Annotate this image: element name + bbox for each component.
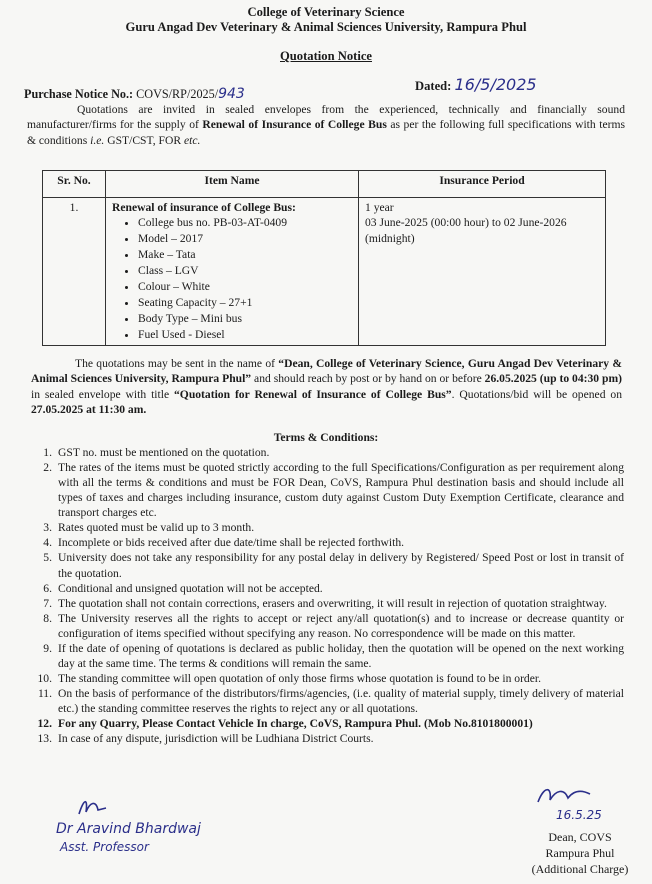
term-text: University does not take any responsibility for any postal delay in delivery by Registered/ Speed Post or lost in transit of the quotation. bbox=[58, 551, 624, 580]
term-number: 12. bbox=[37, 717, 52, 731]
list-item bbox=[24, 535, 624, 550]
term-text: The rates of the items must be quoted strictly according to the full Specifications/Configuration as per requirement along with all the terms & conditions and must be FOR Dean, CoVS, Rampura Phul destination basis and should include all types of taxes and charges including insurance, custom duty against Custom Duty Exemption Certificate, clearance and transport charges etc. bbox=[58, 461, 624, 520]
dean-charge: (Additional Charge) bbox=[531, 862, 629, 876]
header-insurance-period: Insurance Period bbox=[359, 171, 606, 198]
notice-date bbox=[415, 74, 537, 95]
intro-text-tail: as per the following full specifications with terms & conditions bbox=[27, 118, 625, 147]
table-row bbox=[43, 198, 606, 346]
submission-paragraph bbox=[31, 356, 622, 417]
submission-text-a: The quotations may be sent in the name of bbox=[75, 357, 279, 370]
term-number: 6. bbox=[43, 581, 52, 595]
term-text: The standing committee will open quotation of only those firms whose quotation is found to be in order. bbox=[58, 671, 541, 685]
term-text: In case of any dispute, jurisdiction will be Ludhiana District Courts. bbox=[58, 732, 374, 746]
signature-scribble-icon bbox=[76, 796, 110, 818]
list-item: • College bus no. PB-03-AT-0409 bbox=[138, 215, 352, 231]
intro-text-tail2: GST/CST, FOR bbox=[104, 133, 184, 147]
list-item bbox=[24, 611, 624, 641]
opening-date: 27.05.2025 at 11:30 am. bbox=[31, 402, 147, 416]
list-item bbox=[24, 731, 624, 746]
dated-handwritten: 16/5/2025 bbox=[454, 75, 537, 94]
intro-paragraph bbox=[27, 102, 625, 148]
list-item: • Seating Capacity – 27+1 bbox=[138, 295, 352, 311]
list-item bbox=[24, 445, 624, 460]
list-item: • Fuel Used - Diesel bbox=[138, 327, 352, 343]
list-item: • Model – 2017 bbox=[138, 231, 352, 247]
left-signatory-title: Asst. Professor bbox=[60, 840, 149, 854]
term-number: 5. bbox=[43, 551, 52, 565]
list-item bbox=[24, 716, 624, 731]
term-number: 9. bbox=[43, 641, 52, 655]
notice-title bbox=[0, 48, 652, 65]
period-dates: 03 June-2025 (00:00 hour) to 02 June-2026 (midnight) bbox=[365, 216, 567, 245]
item-spec-list bbox=[112, 215, 352, 343]
submission-text-g: . Quotations/bid will be opened on bbox=[451, 387, 622, 401]
purchase-notice-label: Purchase Notice No.: bbox=[24, 87, 134, 101]
list-item bbox=[24, 520, 624, 535]
table-header-row bbox=[43, 171, 606, 198]
intro-italic2: etc. bbox=[183, 133, 201, 147]
header-item-name: Item Name bbox=[106, 171, 359, 198]
term-text: Rates quoted must be valid up to 3 month. bbox=[58, 521, 255, 535]
terms-title: Terms & Conditions: bbox=[273, 431, 379, 444]
list-item: • Make – Tata bbox=[138, 247, 352, 263]
term-text: Conditional and unsigned quotation will not be accepted. bbox=[58, 581, 323, 595]
term-text: For any Quarry, Please Contact Vehicle In charge, CoVS, Rampura Phul. (Mob No.8101800001) bbox=[58, 717, 533, 731]
purchase-notice-handwritten: 943 bbox=[218, 86, 245, 102]
purchase-notice-number bbox=[24, 85, 245, 103]
list-item bbox=[24, 460, 624, 520]
terms-list bbox=[24, 445, 624, 746]
signature-date: 16.5.25 bbox=[556, 808, 602, 822]
term-number: 2. bbox=[43, 461, 52, 475]
row-period bbox=[359, 198, 606, 346]
list-item bbox=[24, 686, 624, 716]
term-number: 7. bbox=[43, 596, 52, 610]
period-duration: 1 year bbox=[365, 201, 394, 214]
row-item bbox=[106, 198, 359, 346]
university-name: Guru Angad Dev Veterinary & Animal Sciences University, Rampura Phul bbox=[125, 20, 527, 34]
dean-location: Rampura Phul bbox=[545, 846, 615, 860]
submission-envelope-title: “Quotation for Renewal of Insurance of College Bus” bbox=[174, 387, 452, 401]
list-item bbox=[24, 550, 624, 580]
dean-title: Dean, COVS bbox=[548, 830, 612, 844]
dated-label: Dated: bbox=[415, 79, 452, 93]
list-item: • Colour – White bbox=[138, 279, 352, 295]
term-number: 11. bbox=[37, 687, 52, 700]
term-text: GST no. must be mentioned on the quotation. bbox=[58, 446, 270, 459]
term-number: 1. bbox=[43, 446, 52, 459]
term-number: 4. bbox=[43, 536, 52, 550]
term-text: Incomplete or bids received after due date/time shall be rejected forthwith. bbox=[58, 536, 405, 550]
list-item bbox=[24, 671, 624, 686]
submission-deadline: 26.05.2025 (up to 04:30 pm) bbox=[484, 372, 622, 386]
signature-scribble-icon bbox=[534, 782, 594, 806]
term-number: 3. bbox=[43, 521, 52, 535]
list-item bbox=[24, 596, 624, 611]
item-title: Renewal of insurance of College Bus: bbox=[112, 201, 296, 214]
term-text: The quotation shall not contain corrections, erasers and overwriting, it will result in rejection of quotation straightway. bbox=[58, 596, 607, 610]
term-text: On the basis of performance of the distributors/firms/agencies, (i.e. quality of material supply, timely delivery of material etc.) the standing committee reserves the rights to reject any or all quotations. bbox=[58, 687, 624, 716]
submission-text-e: in sealed envelope with title bbox=[31, 387, 174, 401]
intro-italic: i.e. bbox=[90, 133, 105, 147]
college-name: College of Veterinary Science bbox=[247, 5, 405, 19]
row-sr: 1. bbox=[43, 198, 106, 346]
term-number: 10. bbox=[37, 671, 52, 685]
purchase-notice-printed: COVS/RP/2025/ bbox=[136, 87, 219, 101]
list-item bbox=[24, 641, 624, 671]
intro-text: Quotations are invited in sealed envelopes from the experienced, technically and financially sound manufacturer/firms for the supply of bbox=[27, 103, 625, 132]
left-signatory-name: Dr Aravind Bhardwaj bbox=[56, 821, 201, 837]
submission-addressee: “Dean, College of Veterinary Science, Guru Angad Dev Veterinary & Animal Sciences University, Rampura Phul” bbox=[31, 357, 622, 386]
header-sr-no: Sr. No. bbox=[43, 171, 106, 198]
list-item: • Body Type – Mini bus bbox=[138, 311, 352, 327]
notice-title-text: Quotation Notice bbox=[280, 49, 372, 63]
term-text: The University reserves all the rights to accept or reject any/all quotation(s) and to increase or decrease quantity or configuration of items specified without specifying any reason. No correspondence will be made on this matter. bbox=[58, 611, 624, 640]
specification-table bbox=[42, 170, 606, 346]
list-item bbox=[24, 581, 624, 596]
list-item: • Class – LGV bbox=[138, 263, 352, 279]
term-text: If the date of opening of quotations is declared as public holiday, then the quotation will be opened on the next working day at the same time. The terms & conditions will remain the same. bbox=[58, 641, 624, 670]
term-number: 13. bbox=[37, 732, 52, 746]
submission-text-c: and should reach by post or by hand on or before bbox=[251, 372, 485, 386]
term-number: 8. bbox=[43, 611, 52, 625]
intro-subject: Renewal of Insurance of College Bus bbox=[202, 118, 387, 132]
